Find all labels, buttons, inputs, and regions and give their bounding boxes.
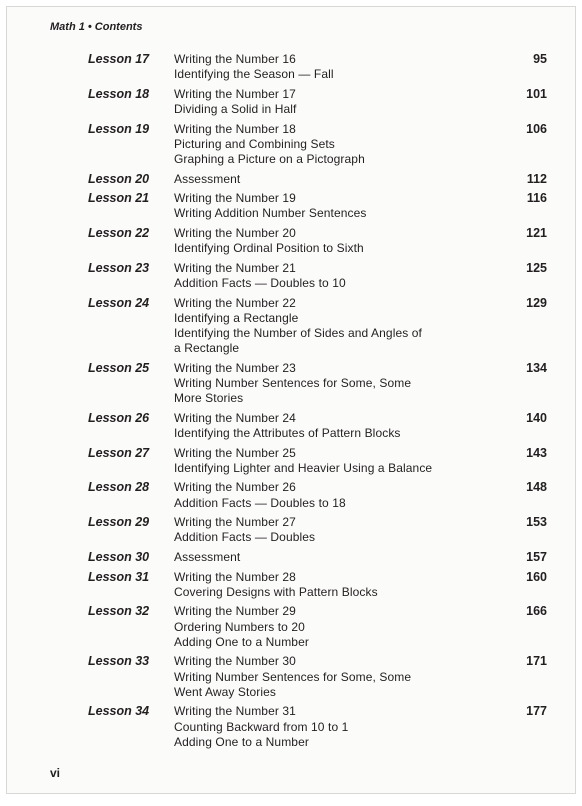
topic-line: Writing the Number 29 bbox=[174, 604, 296, 619]
topic-line: Writing the Number 20 bbox=[174, 225, 296, 240]
lesson-label: Lesson 26 bbox=[88, 410, 150, 425]
toc-entry bbox=[7, 704, 577, 750]
topic-line: a Rectangle bbox=[174, 341, 240, 356]
lesson-label: Lesson 25 bbox=[88, 360, 150, 375]
topic-line: Covering Designs with Pattern Blocks bbox=[174, 584, 378, 599]
lesson-label: Lesson 18 bbox=[88, 86, 150, 101]
lesson-topics bbox=[174, 172, 504, 187]
toc-entry bbox=[7, 261, 577, 291]
page-number: 140 bbox=[526, 410, 547, 425]
topic-line: Writing the Number 19 bbox=[174, 191, 296, 206]
topic-line: Addition Facts — Doubles bbox=[174, 530, 316, 545]
table-of-contents bbox=[7, 52, 577, 754]
topic-line: Went Away Stories bbox=[174, 684, 276, 699]
lesson-label: Lesson 32 bbox=[88, 604, 150, 619]
toc-entry bbox=[7, 296, 577, 357]
topic-line: Writing Addition Number Sentences bbox=[174, 206, 367, 221]
lesson-label: Lesson 28 bbox=[88, 480, 150, 495]
toc-entry bbox=[7, 550, 577, 565]
page-number: 106 bbox=[526, 121, 547, 136]
page-folio: vi bbox=[50, 766, 61, 780]
lesson-label: Lesson 24 bbox=[88, 295, 150, 310]
topic-line: Writing the Number 31 bbox=[174, 704, 296, 719]
page-number: 125 bbox=[526, 260, 547, 275]
topic-line: Writing the Number 28 bbox=[174, 569, 296, 584]
page-number: 121 bbox=[526, 225, 547, 240]
toc-entry bbox=[7, 191, 577, 221]
book-page bbox=[6, 6, 576, 794]
page-number: 134 bbox=[526, 360, 547, 375]
lesson-topics bbox=[174, 296, 504, 357]
topic-line: Identifying the Number of Sides and Angles of bbox=[174, 325, 422, 340]
topic-line: Writing the Number 25 bbox=[174, 445, 296, 460]
lesson-label: Lesson 19 bbox=[88, 121, 150, 136]
topic-line: Writing the Number 30 bbox=[174, 654, 296, 669]
topic-line: Writing Number Sentences for Some, Some bbox=[174, 669, 412, 684]
page-number: 171 bbox=[526, 654, 547, 669]
toc-entry bbox=[7, 446, 577, 476]
toc-entry bbox=[7, 570, 577, 600]
page-number: 148 bbox=[526, 480, 547, 495]
lesson-topics bbox=[174, 604, 504, 650]
toc-entry bbox=[7, 172, 577, 187]
page-number: 112 bbox=[526, 171, 547, 186]
lesson-topics bbox=[174, 550, 504, 565]
topic-line: Picturing and Combining Sets bbox=[174, 136, 335, 151]
page-number: 101 bbox=[526, 86, 547, 101]
topic-line: Adding One to a Number bbox=[174, 734, 309, 749]
lesson-label: Lesson 21 bbox=[88, 191, 150, 206]
topic-line: Identifying a Rectangle bbox=[174, 310, 299, 325]
lesson-topics bbox=[174, 411, 504, 441]
toc-entry bbox=[7, 480, 577, 510]
lesson-label: Lesson 31 bbox=[88, 569, 150, 584]
toc-entry bbox=[7, 52, 577, 82]
lesson-topics bbox=[174, 122, 504, 168]
toc-entry bbox=[7, 361, 577, 407]
lesson-topics bbox=[174, 480, 504, 510]
lesson-topics bbox=[174, 261, 504, 291]
lesson-topics bbox=[174, 654, 504, 700]
topic-line: More Stories bbox=[174, 391, 244, 406]
topic-line: Writing the Number 24 bbox=[174, 410, 296, 425]
lesson-label: Lesson 20 bbox=[88, 171, 150, 186]
page-number: 143 bbox=[526, 445, 547, 460]
page-number: 153 bbox=[526, 515, 547, 530]
topic-line: Addition Facts — Doubles to 18 bbox=[174, 495, 346, 510]
lesson-label: Lesson 23 bbox=[88, 260, 150, 275]
page-number: 160 bbox=[526, 569, 547, 584]
toc-entry bbox=[7, 87, 577, 117]
topic-line: Counting Backward from 10 to 1 bbox=[174, 719, 349, 734]
page-number: 129 bbox=[526, 295, 547, 310]
topic-line: Dividing a Solid in Half bbox=[174, 102, 297, 116]
topic-line: Assessment bbox=[174, 549, 241, 564]
topic-line: Writing the Number 16 bbox=[174, 52, 296, 66]
topic-line: Writing Number Sentences for Some, Some bbox=[174, 375, 412, 390]
lesson-topics bbox=[174, 446, 504, 476]
page-number: 177 bbox=[526, 704, 547, 719]
topic-line: Graphing a Picture on a Pictograph bbox=[174, 152, 365, 166]
topic-line: Identifying the Season — Fall bbox=[174, 67, 334, 82]
topic-line: Writing the Number 23 bbox=[174, 360, 296, 375]
toc-entry bbox=[7, 226, 577, 256]
toc-entry bbox=[7, 122, 577, 168]
toc-entry bbox=[7, 604, 577, 650]
lesson-topics bbox=[174, 87, 504, 117]
topic-line: Writing the Number 17 bbox=[174, 86, 296, 101]
lesson-topics bbox=[174, 704, 504, 750]
topic-line: Writing the Number 21 bbox=[174, 260, 296, 275]
toc-entry bbox=[7, 515, 577, 545]
lesson-label: Lesson 34 bbox=[88, 704, 150, 719]
topic-line: Adding One to a Number bbox=[174, 634, 309, 649]
topic-line: Identifying Ordinal Position to Sixth bbox=[174, 241, 364, 256]
lesson-topics bbox=[174, 361, 504, 407]
running-head: Math 1 • Contents bbox=[50, 21, 143, 33]
lesson-label: Lesson 33 bbox=[88, 654, 150, 669]
toc-entry bbox=[7, 411, 577, 441]
topic-line: Writing the Number 22 bbox=[174, 295, 296, 310]
topic-line: Assessment bbox=[174, 171, 241, 186]
topic-line: Writing the Number 18 bbox=[174, 121, 296, 136]
lesson-label: Lesson 30 bbox=[88, 549, 150, 564]
lesson-label: Lesson 29 bbox=[88, 515, 150, 530]
toc-entry bbox=[7, 654, 577, 700]
lesson-label: Lesson 27 bbox=[88, 445, 150, 460]
lesson-topics bbox=[174, 52, 504, 82]
lesson-topics bbox=[174, 191, 504, 221]
topic-line: Writing the Number 26 bbox=[174, 480, 296, 495]
topic-line: Identifying the Attributes of Pattern Blocks bbox=[174, 425, 401, 440]
lesson-topics bbox=[174, 226, 504, 256]
lesson-label: Lesson 17 bbox=[88, 52, 150, 66]
topic-line: Writing the Number 27 bbox=[174, 515, 296, 530]
page-number: 95 bbox=[533, 52, 547, 66]
lesson-label: Lesson 22 bbox=[88, 225, 150, 240]
topic-line: Ordering Numbers to 20 bbox=[174, 619, 305, 634]
page-number: 157 bbox=[526, 549, 547, 564]
lesson-topics bbox=[174, 570, 504, 600]
topic-line: Identifying Lighter and Heavier Using a Balance bbox=[174, 460, 433, 475]
page-number: 166 bbox=[526, 604, 547, 619]
page-number: 116 bbox=[526, 191, 547, 206]
topic-line: Addition Facts — Doubles to 10 bbox=[174, 275, 346, 290]
lesson-topics bbox=[174, 515, 504, 545]
